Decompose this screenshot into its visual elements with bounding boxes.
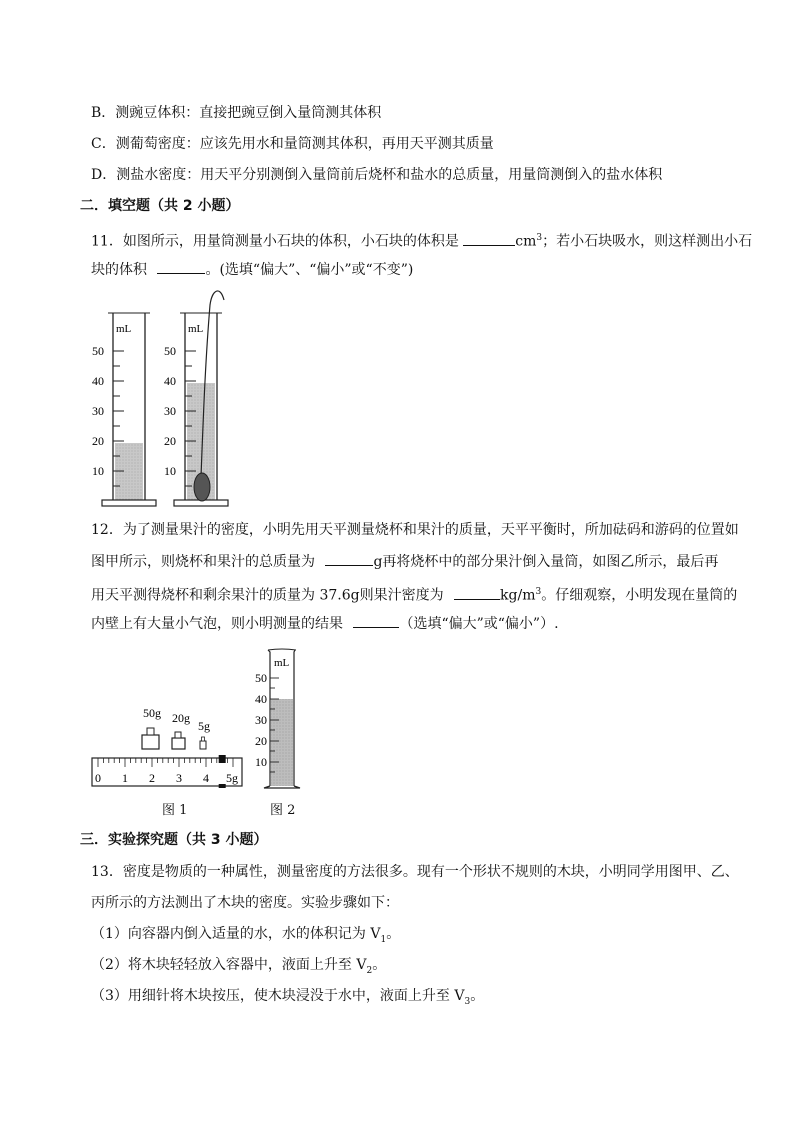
q12-cyl-tick-40: 40 bbox=[255, 692, 267, 706]
q13-step2-sub: 2 bbox=[366, 965, 373, 976]
fig1-caption: 图 1 bbox=[162, 803, 188, 818]
q12-cyl-tick-50: 50 bbox=[255, 671, 267, 685]
ruler-label-1: 1 bbox=[122, 771, 128, 785]
q11-unit1-sup: 3 bbox=[536, 233, 543, 243]
section-3-title: 三．实验探究题（共 3 小题） bbox=[80, 832, 268, 848]
q11-unit1: cm bbox=[515, 233, 537, 250]
q13-line2: 丙所示的方法测出了木块的密度。实验步骤如下： bbox=[91, 895, 399, 911]
ruler-label-4: 4 bbox=[203, 771, 209, 785]
option-c: C．测葡萄密度：应该先用水和量筒测其体积，再用天平测其质量 bbox=[91, 136, 494, 152]
q11-cyl1-tick-50: 50 bbox=[92, 344, 104, 358]
rider-bottom bbox=[219, 784, 226, 788]
q11-line1 bbox=[91, 228, 752, 252]
q13-step3-sub: 3 bbox=[464, 996, 471, 1007]
ruler-label-2: 2 bbox=[149, 771, 155, 785]
q12-blank-2 bbox=[454, 585, 500, 600]
ruler-label-5g: 5g bbox=[226, 771, 238, 785]
q11-cyl2-tick-20: 20 bbox=[164, 434, 176, 448]
weight-50g-label: 50g bbox=[143, 706, 161, 720]
q11-line2 bbox=[91, 259, 413, 280]
option-b: B．测豌豆体积：直接把豌豆倒入量筒测其体积 bbox=[91, 105, 382, 121]
q12-unit3: kg/m bbox=[500, 587, 536, 604]
section-2-title: 二．填空题（共 2 小题） bbox=[80, 198, 240, 214]
q13-step1-text: （1）向容器内倒入适量的水，水的体积记为 V bbox=[91, 926, 381, 942]
option-d: D．测盐水密度：用天平分别测倒入量筒前后烧杯和盐水的总质量，用量筒测倒入的盐水体积 bbox=[91, 167, 663, 183]
weight-5g bbox=[198, 719, 210, 749]
q12-text-b: g再将烧杯中的部分果汁倒入量筒，如图乙所示，最后再 bbox=[373, 554, 719, 570]
weight-50g bbox=[142, 706, 161, 749]
q11-cyl2-unit: mL bbox=[188, 323, 204, 335]
rider-top bbox=[219, 755, 226, 763]
q11-cyl2-tick-50: 50 bbox=[164, 344, 176, 358]
q13-step3-end: 。 bbox=[470, 988, 485, 1004]
q12-cylinder-juice bbox=[271, 699, 293, 786]
q12-text-c: 用天平测得烧杯和剩余果汁的质量为 37.6g则果汁密度为 bbox=[91, 587, 444, 604]
q13-step1 bbox=[91, 924, 400, 950]
weight-5g-label: 5g bbox=[198, 719, 210, 733]
q13-step2-end: 。 bbox=[372, 957, 387, 973]
q12-cylinder-figure bbox=[252, 644, 312, 794]
q11-cyl2-tick-10: 10 bbox=[164, 464, 176, 478]
q12-text-d: 。仔细观察，小明发现在量筒的 bbox=[541, 587, 738, 604]
weight-20g-label: 20g bbox=[172, 711, 190, 725]
q11-cyl1-tick-40: 40 bbox=[92, 374, 104, 388]
q11-blank-2 bbox=[157, 259, 205, 274]
q12-balance-figure bbox=[88, 700, 248, 795]
q12-line3 bbox=[91, 582, 737, 606]
q11-cylinder-1 bbox=[92, 313, 156, 506]
q11-text-c: 块的体积 bbox=[91, 262, 147, 278]
q11-cyl1-unit: mL bbox=[116, 323, 132, 335]
q13-step2 bbox=[91, 955, 386, 981]
q11-text-a: 11．如图所示，用量筒测量小石块的体积，小石块的体积是 bbox=[91, 233, 459, 250]
q13-line1: 13．密度是物质的一种属性，测量密度的方法很多。现有一个形状不规则的木块，小明同学用图甲、乙、 bbox=[91, 864, 739, 880]
weight-20g bbox=[172, 711, 190, 749]
q11-blank-1 bbox=[463, 231, 515, 246]
q12-cyl-tick-20: 20 bbox=[255, 734, 267, 748]
q13-step1-end: 。 bbox=[386, 926, 401, 942]
q12-cyl-tick-10: 10 bbox=[255, 755, 267, 769]
q11-cylinder-2 bbox=[164, 291, 228, 506]
q13-step1-sub: 1 bbox=[380, 934, 387, 945]
q13-step2-text: （2）将木块轻轻放入容器中，液面上升至 V bbox=[91, 957, 367, 973]
q11-cylinders-figure bbox=[80, 285, 260, 510]
q12-line1: 12．为了测量果汁的密度，小明先用天平测量烧杯和果汁的质量，天平平衡时，所加砝码和游码的位置如 bbox=[91, 522, 739, 538]
q13-step3-text: （3）用细针将木块按压，使木块浸没于水中，液面上升至 V bbox=[91, 988, 465, 1004]
q11-text-d: 。(选填“偏大”、“偏小”或“不变”) bbox=[205, 262, 414, 278]
q11-cyl2-tick-40: 40 bbox=[164, 374, 176, 388]
q12-cyl-tick-30: 30 bbox=[255, 713, 267, 727]
q11-cyl1-tick-30: 30 bbox=[92, 404, 104, 418]
q13-step3 bbox=[91, 986, 484, 1012]
q12-blank-3 bbox=[353, 613, 399, 628]
q12-text-e: 内壁上有大量小气泡，则小明测量的结果 bbox=[91, 616, 343, 632]
q12-unit3-sup: 3 bbox=[535, 587, 542, 597]
q12-blank-1 bbox=[325, 551, 373, 566]
ruler-label-0: 0 bbox=[95, 771, 101, 785]
q12-line4 bbox=[91, 613, 559, 634]
q11-stone bbox=[194, 473, 210, 501]
ruler-label-3: 3 bbox=[176, 771, 182, 785]
fig2-caption: 图 2 bbox=[270, 803, 296, 818]
q11-cyl2-tick-30: 30 bbox=[164, 404, 176, 418]
q11-cyl1-tick-10: 10 bbox=[92, 464, 104, 478]
q11-text-b: ；若小石块吸水，则这样测出小石 bbox=[542, 233, 753, 250]
q12-text-f: （选填“偏大”或“偏小”）. bbox=[399, 616, 559, 632]
q12-cyl-unit: mL bbox=[274, 657, 290, 669]
q12-line2 bbox=[91, 551, 718, 572]
q12-text-a: 图甲所示，则烧杯和果汁的总质量为 bbox=[91, 554, 315, 570]
q11-cyl1-tick-20: 20 bbox=[92, 434, 104, 448]
